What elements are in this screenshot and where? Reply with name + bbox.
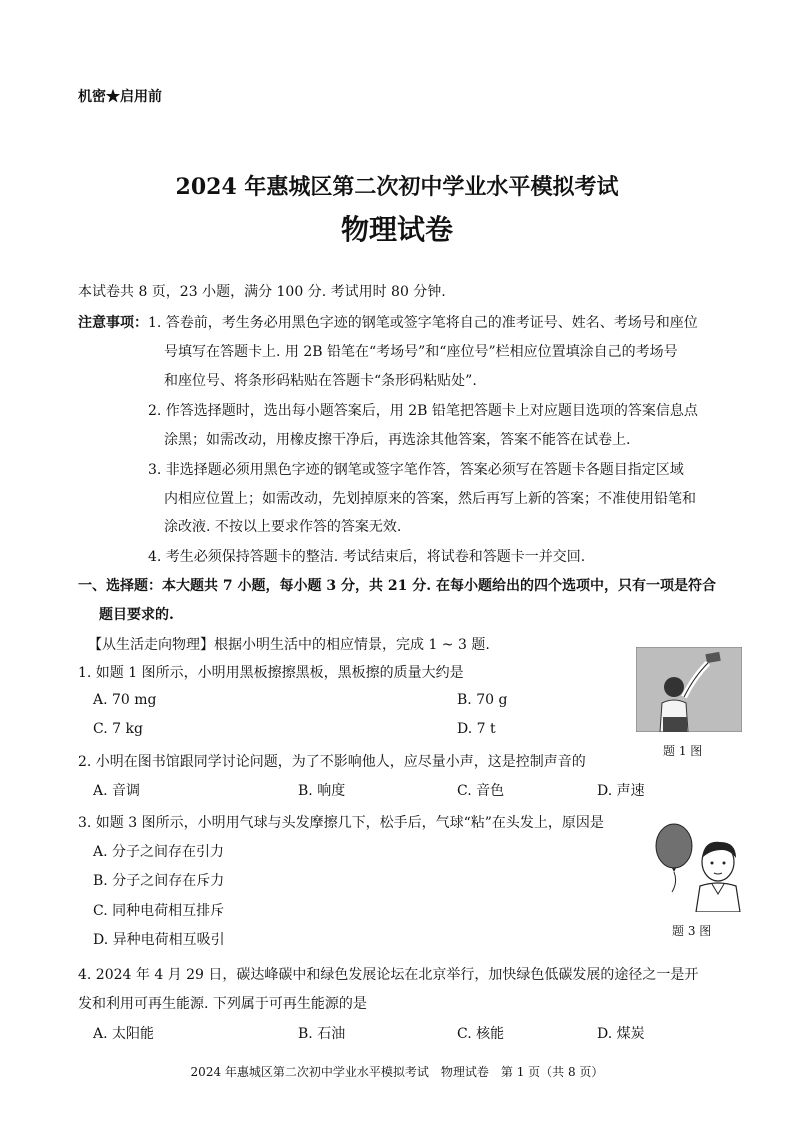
q4-option-c: C. 核能	[457, 1026, 505, 1042]
note-1-line-1: 1. 答卷前，考生务必用黑色字迹的钢笔或签字笔将自己的准考证号、姓名、考场号和座位	[148, 315, 698, 331]
exam-subtitle: 物理试卷	[340, 213, 453, 246]
exam-title: 2024 年惠城区第二次初中学业水平模拟考试	[175, 174, 619, 200]
q4-option-a: A. 太阳能	[93, 1026, 155, 1042]
q3-option-c: C. 同种电荷相互排斥	[93, 903, 225, 919]
section-1-context: 【从生活走向物理】根据小明生活中的相应情景，完成 1 ~ 3 题.	[88, 637, 490, 653]
q1-stem: 1. 如题 1 图所示，小明用黑板擦擦黑板，黑板擦的质量大约是	[78, 665, 464, 681]
note-4: 4. 考生必须保持答题卡的整洁. 考试结束后，将试卷和答题卡一并交回.	[148, 549, 586, 565]
q4-option-b: B. 石油	[298, 1026, 346, 1042]
notes-label: 注意事项：	[78, 315, 148, 331]
note-2-line-2: 涂黑；如需改动，用橡皮擦干净后，再选涂其他答案，答案不能答在试卷上.	[164, 432, 631, 448]
section-1-heading: 一、选择题：本大题共 7 小题，每小题 3 分，共 21 分. 在每小题给出的四个选项中，只有一项是符合	[78, 578, 716, 594]
q3-option-b: B. 分子之间存在斥力	[93, 873, 225, 889]
q2-option-a: A. 音调	[93, 783, 141, 799]
figure-1-image	[636, 647, 742, 732]
q1-option-b: B. 70 g	[457, 692, 508, 708]
exam-intro: 本试卷共 8 页，23 小题，满分 100 分. 考试用时 80 分钟.	[78, 284, 446, 300]
q3-option-a: A. 分子之间存在引力	[93, 844, 225, 860]
q4-option-d: D. 煤炭	[597, 1026, 645, 1042]
q4-stem-line-2: 发和利用可再生能源. 下列属于可再生能源的是	[78, 996, 367, 1012]
figure-3-image	[652, 820, 744, 912]
q1-option-d: D. 7 t	[457, 721, 496, 737]
note-1-line-3: 和座位号、将条形码粘贴在答题卡“条形码粘贴处”.	[164, 373, 477, 389]
q1-option-c: C. 7 kg	[93, 721, 143, 737]
q3-stem: 3. 如题 3 图所示，小明用气球与头发摩擦几下，松手后，气球“粘”在头发上，原因是	[78, 815, 604, 831]
page-footer: 2024 年惠城区第二次初中学业水平模拟考试 物理试卷 第 1 页（共 8 页）	[190, 1065, 604, 1079]
q2-stem: 2. 小明在图书馆跟同学讨论问题，为了不影响他人，应尽量小声，这是控制声音的	[78, 754, 586, 770]
q2-option-d: D. 声速	[597, 783, 645, 799]
note-3-line-2: 内相应位置上；如需改动，先划掉原来的答案，然后再写上新的答案；不准使用铅笔和	[164, 491, 696, 507]
note-3-line-3: 涂改液. 不按以上要求作答的答案无效.	[164, 519, 402, 535]
confidential-label: 机密★启用前	[78, 89, 162, 105]
note-2-line-1: 2. 作答选择题时，选出每小题答案后，用 2B 铅笔把答题卡上对应题目选项的答案信息点	[148, 403, 698, 419]
figure-3-caption: 题 3 图	[672, 924, 712, 938]
figure-1-caption: 题 1 图	[663, 744, 703, 758]
note-3-line-1: 3. 非选择题必须用黑色字迹的钢笔或签字笔作答，答案必须写在答题卡各题目指定区域	[148, 462, 684, 478]
q1-option-a: A. 70 mg	[93, 692, 157, 708]
q3-option-d: D. 异种电荷相互吸引	[93, 932, 225, 948]
note-1-line-2: 号填写在答题卡上. 用 2B 铅笔在“考场号”和“座位号”栏相应位置填涂自己的考场号	[164, 344, 678, 360]
q4-stem-line-1: 4. 2024 年 4 月 29 日，碳达峰碳中和绿色发展论坛在北京举行，加快绿色低碳发展的途径之一是开	[78, 967, 699, 983]
q2-option-b: B. 响度	[298, 783, 346, 799]
q2-option-c: C. 音色	[457, 783, 505, 799]
section-1-heading-cont: 题目要求的.	[99, 607, 174, 623]
